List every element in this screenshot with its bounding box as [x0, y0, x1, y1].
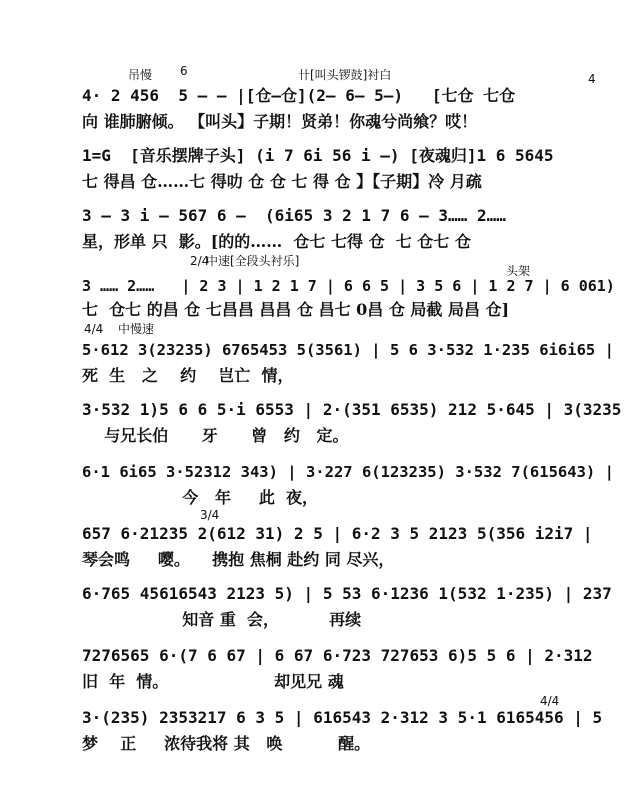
tempo-mark-zhongmansu: 中慢速 [118, 322, 155, 336]
lyric-line: 旧 年 情。 却见兄 魂 [82, 672, 344, 691]
notation-line: 1=G [音乐摆牌子头] (i 7 6i 56 i —) [夜魂归]1 6 5645 [82, 146, 554, 165]
lyric-line: 星，形单 只 影。[的的…… 仓七 七得 仓 七 仓七 仓 [82, 232, 471, 251]
time-signature-mark: 2/4 [190, 254, 210, 268]
lyric-line: 梦 正 浓待我将 其 唤 醒。 [82, 734, 371, 753]
notation-line: 6·1 6i65 3·52312 343) | 3·227 6(123235) 3·532 7(615643) | [82, 463, 614, 481]
notation-line: 657 6·21235 2(612 31) 2 5 | 6·2 3 5 2123 5(356 i2i7 | [82, 524, 593, 543]
notation-line: 6·765 45616543 2123 5) | 5 53 6·1236 1(532 1·235) | 237 [82, 584, 612, 603]
lyric-line: 死 生 之 约 岂亡 情， [82, 366, 294, 385]
notation-line: 3 …… 2…… | 2 3 | 1 2 1 7 | 6 6 5 | 3 5 6 | 1 2 7 | 6 061) [82, 277, 615, 295]
tempo-mark-zhongsu: 中速[全段头衬乐] [206, 254, 300, 268]
notation-line: 4· 2 456 5 — — |[仓—仓](2— 6— 5—) [七仓 七仓 [82, 86, 516, 105]
time-signature-mark: 4/4 [540, 694, 560, 708]
lyric-line: 七 得昌 仓……七 得叻 仓 仓 七 得 仓 】【子期】冷 月疏 [82, 172, 482, 191]
breath-mark: 4 [588, 72, 596, 86]
notation-line: 3 — 3 i — 567 6 — (6i65 3 2 1 7 6 — 3…… 2…… [82, 206, 506, 225]
percussion-cue: 卄[叫头锣鼓]衬白 [298, 68, 392, 82]
notation-line: 3·(235) 2353217 6 3 5 | 616543 2·312 3 5·1 6165456 | 5 [82, 708, 603, 727]
lyric-line: 与兄长伯 牙 曾 约 定。 [82, 426, 349, 445]
lyric-line: 今 年 此 夜， [82, 488, 318, 507]
lyric-line: 向 谁肺腑倾。 【叫头】子期！贤弟！你魂兮尚飨？哎！ [82, 112, 478, 131]
tempo-mark-toujia: 头架 [506, 264, 531, 278]
lyric-line: 琴会鸣 嘤。 携抱 焦桐 赴约 同 尽兴， [82, 550, 395, 569]
time-signature-mark: 6 [180, 64, 188, 78]
time-signature-mark: 4/4 [84, 322, 104, 336]
lyric-line: 七 仓七 的昌 仓 七昌昌 昌昌 仓 昌七 0昌 仓 局截 局昌 仓] [82, 300, 510, 319]
notation-line: 5·612 3(23235) 6765453 5(3561) | 5 6 3·532 1·235 6i6i65 | [82, 341, 614, 359]
notation-line: 7276565 6·(7 6 67 | 6 67 6·723 727653 6)5 5 6 | 2·312 [82, 646, 593, 665]
tempo-mark-diaoman: 吊慢 [128, 68, 153, 82]
time-signature-mark: 3/4 [200, 508, 220, 522]
notation-line: 3·532 1)5 6 6 5·i 6553 | 2·(351 6535) 212 5·645 | 3(3235 [82, 400, 622, 419]
lyric-line: 知音 重 会， 再续 [82, 610, 362, 629]
